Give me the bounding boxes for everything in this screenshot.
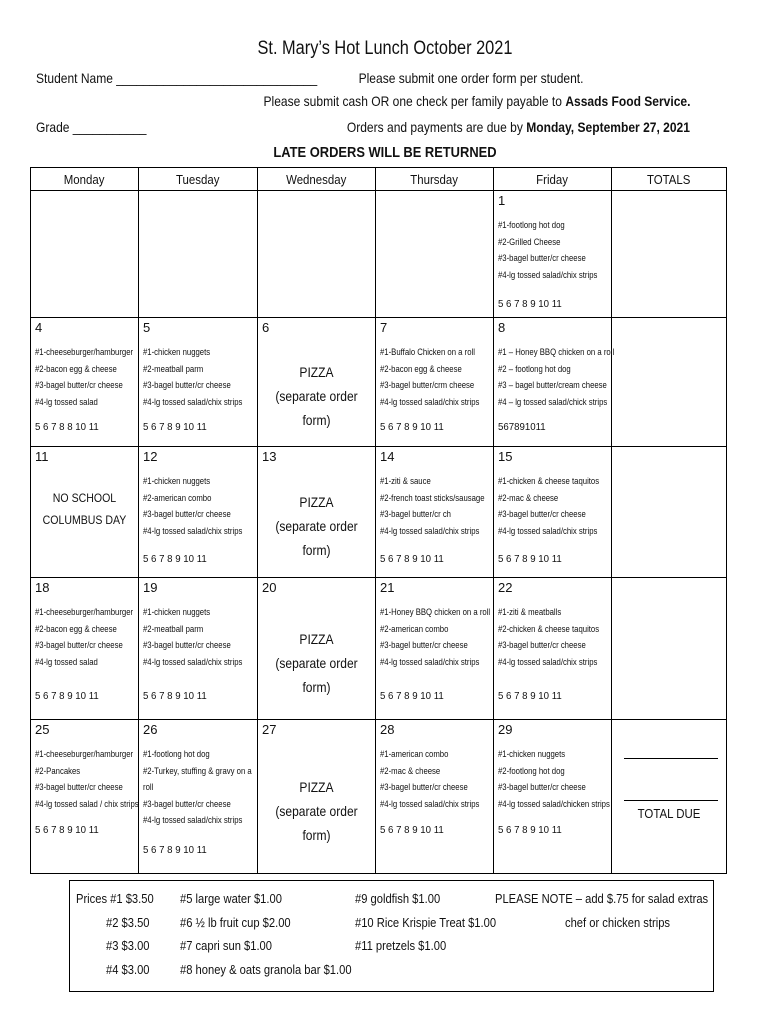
quantity-numbers[interactable]: 5 6 7 8 9 10 11 xyxy=(143,421,207,433)
day-cell-monday xyxy=(31,191,139,318)
menu-items xyxy=(498,217,597,283)
pizza-label: PIZZA xyxy=(299,364,334,380)
menu-items xyxy=(380,604,490,670)
menu-items xyxy=(35,746,139,812)
lunch-calendar xyxy=(30,167,727,874)
menu-items xyxy=(498,604,599,670)
day-cell-monday xyxy=(31,720,139,874)
day-cell-thursday xyxy=(376,578,494,720)
menu-item: #4-lg tossed salad/chicken strips xyxy=(498,798,610,809)
calendar-week-row xyxy=(31,720,727,874)
menu-item: #4-lg tossed salad/chix strips xyxy=(498,269,598,280)
menu-item: #1-chicken nuggets xyxy=(143,347,211,357)
menu-items xyxy=(498,746,610,812)
day-cell-content xyxy=(31,720,138,873)
day-cell-wednesday xyxy=(258,191,376,318)
menu-item: #1-cheeseburger/hamburger xyxy=(35,749,134,759)
menu-item: #2-chicken & cheese taquitos xyxy=(498,623,600,634)
day-number: 25 xyxy=(35,722,50,737)
day-number: 7 xyxy=(380,320,388,335)
day-number: 11 xyxy=(35,449,49,464)
day-cell-tuesday xyxy=(139,191,258,318)
day-cell-content xyxy=(376,447,493,577)
no-school-notice xyxy=(37,487,131,531)
pizza-order-form-note: (separate order form) xyxy=(275,654,358,695)
price-line: #7 capri sun $1.00 xyxy=(180,938,272,953)
menu-item: #4-lg tossed salad/chix strips xyxy=(143,525,243,536)
day-cell-content xyxy=(31,578,138,719)
menu-item: #2-french toast sticks/sausage xyxy=(380,492,485,503)
menu-item: #3-bagel butter/cr cheese xyxy=(498,509,586,519)
day-cell-friday xyxy=(494,720,612,874)
pizza-notice xyxy=(266,490,367,562)
menu-item: #4-lg tossed salad/chix strips xyxy=(498,525,598,536)
menu-item: #2-american combo xyxy=(380,623,449,634)
day-number: 5 xyxy=(143,320,151,335)
pizza-label: PIZZA xyxy=(299,494,334,510)
day-number: 28 xyxy=(380,722,395,737)
quantity-numbers[interactable]: 5 6 7 8 9 10 11 xyxy=(498,824,562,836)
day-cell-content xyxy=(139,318,257,446)
menu-item: #2-meatball parm xyxy=(143,363,204,374)
day-cell-tuesday xyxy=(139,318,258,447)
quantity-numbers[interactable]: 5 6 7 8 9 10 11 xyxy=(380,421,444,433)
quantity-numbers[interactable]: 567891011 xyxy=(498,421,546,433)
quantity-numbers[interactable]: 5 6 7 8 9 10 11 xyxy=(380,553,444,565)
menu-item: #3-bagel butter/cr cheese xyxy=(498,640,586,650)
day-number: 21 xyxy=(380,580,395,595)
day-cell-content xyxy=(139,447,257,577)
menu-item: #2-Pancakes xyxy=(35,765,81,776)
menu-item: #4-lg tossed salad/chix strips xyxy=(380,798,480,809)
day-cell-monday xyxy=(31,318,139,447)
totals-cell xyxy=(612,447,727,578)
totals-cell[interactable] xyxy=(612,720,727,874)
day-cell-content xyxy=(376,318,493,446)
pizza-label: PIZZA xyxy=(299,778,334,795)
due-date-text: Orders and payments are due by xyxy=(346,119,527,135)
menu-items xyxy=(143,473,242,539)
day-cell-tuesday xyxy=(139,720,258,874)
menu-item: #2-bacon egg & cheese xyxy=(35,623,117,634)
menu-item: #4-lg tossed salad/chix strips xyxy=(380,525,480,536)
menu-item: #2-meatball parm xyxy=(143,623,204,634)
menu-item: #3-bagel butter/cr cheese xyxy=(143,640,231,650)
menu-item: #1-cheeseburger/hamburger xyxy=(35,347,134,357)
totals-cell xyxy=(612,578,727,720)
quantity-numbers[interactable]: 5 6 7 8 9 10 11 xyxy=(35,824,99,836)
calendar-week-row xyxy=(31,191,727,318)
pizza-order-form-note: (separate order form) xyxy=(275,388,358,428)
pizza-order-form-note: (separate order form) xyxy=(275,802,358,843)
holiday-label: COLUMBUS DAY xyxy=(42,513,127,527)
menu-item: #4 – lg tossed salad/chick strips xyxy=(498,396,608,407)
day-cell-content xyxy=(494,318,615,446)
day-number: 1 xyxy=(498,193,506,208)
quantity-numbers[interactable]: 5 6 7 8 9 10 11 xyxy=(35,690,99,702)
day-number: 13 xyxy=(262,449,277,464)
quantity-numbers[interactable]: 5 6 7 8 9 10 11 xyxy=(498,690,562,702)
menu-item: #4-lg tossed salad / chix strips xyxy=(35,798,139,809)
day-cell-content xyxy=(139,191,257,317)
menu-items xyxy=(35,344,133,410)
col-wednesday xyxy=(258,168,376,191)
menu-item: #4-lg tossed salad/chix strips xyxy=(143,656,243,667)
day-cell-content xyxy=(494,191,611,317)
quantity-numbers[interactable]: 5 6 7 8 9 10 11 xyxy=(380,824,444,836)
day-cell-content xyxy=(258,447,375,577)
col-thursday xyxy=(376,168,494,191)
price-line: #11 pretzels $1.00 xyxy=(355,938,447,953)
menu-items xyxy=(380,473,485,539)
menu-item: #1-american combo xyxy=(380,749,449,759)
day-cell-wednesday xyxy=(258,318,376,447)
menu-item: #4-lg tossed salad/chix strips xyxy=(380,656,480,667)
menu-item: #4-lg tossed salad/chix strips xyxy=(143,396,243,407)
menu-item: #1-Buffalo Chicken on a roll xyxy=(380,347,475,357)
day-cell-content xyxy=(31,318,138,446)
price-line: #9 goldfish $1.00 xyxy=(355,891,441,906)
menu-item: #3-bagel butter/cr cheese xyxy=(35,380,123,390)
day-number: 12 xyxy=(143,449,158,464)
menu-item: #2 – footlong hot dog xyxy=(498,363,571,374)
instruction-one-form: Please submit one order form per student. xyxy=(358,70,583,86)
quantity-numbers[interactable]: 5 6 7 8 9 10 11 xyxy=(380,690,444,702)
menu-items xyxy=(143,344,242,410)
day-cell-friday xyxy=(494,578,612,720)
pizza-notice xyxy=(266,775,367,847)
day-number: 29 xyxy=(498,722,513,737)
menu-item: #3-bagel butter/cr cheese xyxy=(143,509,231,519)
menu-items xyxy=(35,604,133,670)
col-totals xyxy=(612,168,727,191)
day-cell-thursday xyxy=(376,318,494,447)
no-school-label: NO SCHOOL xyxy=(52,491,117,505)
price-line: #3 $3.00 xyxy=(106,938,150,953)
menu-item: #3-bagel butter/cr cheese xyxy=(143,380,231,390)
menu-items xyxy=(380,746,479,812)
calendar-week-row xyxy=(31,578,727,720)
col-monday xyxy=(31,168,139,191)
totals-cell xyxy=(612,318,727,447)
instruction-payment xyxy=(263,93,690,109)
menu-item: #2-mac & cheese xyxy=(498,492,559,503)
col-tuesday xyxy=(139,168,258,191)
price-list xyxy=(69,880,714,992)
menu-item: #3-bagel butter/cr cheese xyxy=(143,798,231,809)
menu-item: #3-bagel butter/cr cheese xyxy=(35,782,123,792)
day-number: 19 xyxy=(143,580,158,595)
menu-item: #3-bagel butter/cr cheese xyxy=(498,782,586,792)
menu-items xyxy=(143,604,242,670)
day-cell-content xyxy=(139,578,257,719)
instruction-due-date xyxy=(347,119,690,135)
menu-item: #1-footlong hot dog xyxy=(143,749,210,759)
day-number: 8 xyxy=(498,320,506,335)
quantity-numbers[interactable]: 5 6 7 8 9 10 11 xyxy=(498,298,562,310)
pizza-order-form-note: (separate order form) xyxy=(275,518,358,558)
menu-item: #4-lg tossed salad xyxy=(35,656,98,667)
menu-item: #4-lg tossed salad xyxy=(35,396,98,407)
late-orders-notice: LATE ORDERS WILL BE RETURNED xyxy=(273,144,497,161)
day-cell-content xyxy=(258,318,375,446)
quantity-numbers[interactable]: 5 6 7 8 9 10 11 xyxy=(498,553,562,565)
day-cell-content xyxy=(494,447,611,577)
menu-items xyxy=(380,344,479,410)
salad-extras-note: PLEASE NOTE – add $.75 for salad extras xyxy=(495,891,709,906)
col-label: Monday xyxy=(64,171,105,187)
day-number: 22 xyxy=(498,580,513,595)
menu-item: #3-bagel butter/cr cheese xyxy=(35,640,123,650)
col-label: TOTALS xyxy=(647,171,691,187)
day-cell-friday xyxy=(494,318,615,447)
day-cell-content xyxy=(258,191,375,317)
pizza-label: PIZZA xyxy=(299,630,334,647)
pizza-notice xyxy=(266,627,367,699)
pizza-notice xyxy=(266,360,367,432)
day-number: 6 xyxy=(262,320,270,335)
menu-item: #2-Turkey, stuffing & gravy on a xyxy=(143,765,252,776)
day-cell-wednesday xyxy=(258,720,376,874)
salad-extras-note-line2: chef or chicken strips xyxy=(565,915,671,930)
col-label: Thursday xyxy=(410,171,459,187)
day-number: 27 xyxy=(262,722,277,737)
menu-item: #3 – bagel butter/cream cheese xyxy=(498,380,607,390)
quantity-numbers[interactable]: 5 6 7 8 8 10 11 xyxy=(35,421,99,433)
menu-item: #4-lg tossed salad/chix strips xyxy=(380,396,480,407)
calendar-header-row xyxy=(31,168,727,191)
menu-item: #2-american combo xyxy=(143,492,212,503)
day-cell-thursday xyxy=(376,191,494,318)
menu-item: #3-bagel butter/cr cheese xyxy=(380,782,468,792)
menu-item: #1-chicken nuggets xyxy=(143,476,211,486)
calendar-week-row xyxy=(31,318,727,447)
price-line: #10 Rice Krispie Treat $1.00 xyxy=(355,915,497,930)
menu-item: #1-chicken & cheese taquitos xyxy=(498,476,600,486)
day-number: 26 xyxy=(143,722,158,737)
day-number: 4 xyxy=(35,320,43,335)
col-label: Tuesday xyxy=(176,171,220,187)
day-cell-wednesday xyxy=(258,447,376,578)
menu-item: #3-bagel butter/cr cheese xyxy=(380,640,468,650)
menu-item: #2-Grilled Cheese xyxy=(498,236,561,247)
col-friday xyxy=(494,168,612,191)
day-cell-friday xyxy=(494,191,612,318)
day-cell-content xyxy=(258,578,375,719)
col-label: Wednesday xyxy=(286,171,347,187)
price-line: #6 ½ lb fruit cup $2.00 xyxy=(180,915,291,930)
day-cell-content xyxy=(139,720,257,873)
total-line-1[interactable] xyxy=(624,758,718,759)
menu-item: #2-mac & cheese xyxy=(380,765,441,776)
day-cell-tuesday xyxy=(139,578,258,720)
menu-item: #1-chicken nuggets xyxy=(143,607,211,617)
totals-content xyxy=(612,720,726,873)
menu-item: #1-cheeseburger/hamburger xyxy=(35,607,134,617)
menu-item: #4-lg tossed salad/chix strips xyxy=(498,656,598,667)
price-line: #8 honey & oats granola bar $1.00 xyxy=(180,962,352,977)
day-number: 14 xyxy=(380,449,395,464)
quantity-numbers[interactable]: 5 6 7 8 9 10 11 xyxy=(143,553,207,565)
day-cell-friday xyxy=(494,447,612,578)
day-cell-content xyxy=(31,447,138,577)
day-cell-monday xyxy=(31,447,139,578)
total-line-2[interactable] xyxy=(624,800,718,801)
menu-item: #1-chicken nuggets xyxy=(498,749,566,759)
menu-item: #3-bagel butter/cr ch xyxy=(380,509,451,519)
price-line: #5 large water $1.00 xyxy=(180,891,282,906)
menu-item: #3-bagel butter/crm cheese xyxy=(380,380,475,390)
menu-item: #2-bacon egg & cheese xyxy=(35,363,117,374)
menu-item: #2-footlong hot dog xyxy=(498,765,565,776)
menu-item: #2-bacon egg & cheese xyxy=(380,363,462,374)
day-cell-content xyxy=(376,578,493,719)
page-title: St. Mary’s Hot Lunch October 2021 xyxy=(257,38,513,59)
day-cell-wednesday xyxy=(258,578,376,720)
day-cell-thursday xyxy=(376,720,494,874)
due-date: Monday, September 27, 2021 xyxy=(526,119,690,135)
menu-item: #1-Honey BBQ chicken on a roll xyxy=(380,607,491,617)
instruction-payment-text: Please submit cash OR one check per family payable to xyxy=(263,93,565,109)
day-cell-tuesday xyxy=(139,447,258,578)
price-line: Prices #1 $3.50 xyxy=(76,891,154,906)
day-cell-content xyxy=(376,720,493,873)
total-due-label: TOTAL DUE xyxy=(637,806,701,821)
day-cell-content xyxy=(258,720,375,873)
menu-items xyxy=(143,746,252,829)
day-cell-content xyxy=(494,578,611,719)
day-cell-content xyxy=(494,720,611,873)
totals-cell xyxy=(612,191,727,318)
menu-item: #1-ziti & meatballs xyxy=(498,607,562,617)
day-number: 15 xyxy=(498,449,513,464)
menu-item: #1-footlong hot dog xyxy=(498,220,565,230)
day-cell-content xyxy=(376,191,493,317)
col-label: Friday xyxy=(536,171,569,187)
day-number: 20 xyxy=(262,580,277,595)
menu-item: #1 – Honey BBQ chicken on a roll xyxy=(498,347,615,357)
price-line: #4 $3.00 xyxy=(106,962,150,977)
day-number: 18 xyxy=(35,580,50,595)
menu-items xyxy=(498,473,599,539)
price-line: #2 $3.50 xyxy=(106,915,150,930)
day-cell-monday xyxy=(31,578,139,720)
menu-items xyxy=(498,344,614,410)
calendar-week-row xyxy=(31,447,727,578)
student-name-field[interactable]: Student Name ______________________________ xyxy=(36,70,318,86)
quantity-numbers[interactable]: 5 6 7 8 9 10 11 xyxy=(143,844,207,856)
payee-name: Assads Food Service. xyxy=(564,93,690,109)
menu-item: roll xyxy=(143,782,154,792)
day-cell-thursday xyxy=(376,447,494,578)
day-cell-content xyxy=(31,191,138,317)
menu-item: #3-bagel butter/cr cheese xyxy=(498,253,586,263)
menu-item: #1-ziti & sauce xyxy=(380,476,431,486)
quantity-numbers[interactable]: 5 6 7 8 9 10 11 xyxy=(143,690,207,702)
menu-item: #4-lg tossed salad/chix strips xyxy=(143,815,243,825)
grade-field[interactable]: Grade ___________ xyxy=(36,119,147,135)
